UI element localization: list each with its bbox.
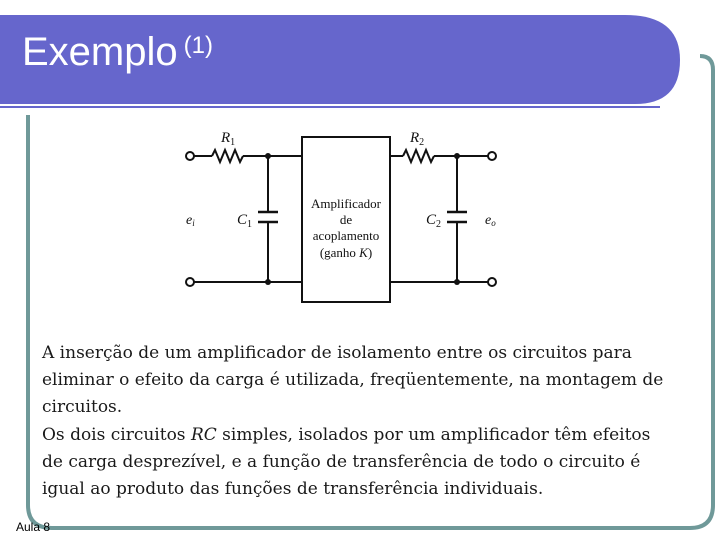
amplifier-label-line1: Amplificador	[310, 196, 382, 211]
junction-dot	[265, 153, 271, 159]
junction-dot	[265, 279, 271, 285]
label-r1: $R_1$	[221, 130, 236, 148]
input-terminal-top	[186, 152, 194, 160]
slide-title-superscript: (1)	[183, 32, 213, 59]
paragraph-rc-term: RC	[190, 425, 217, 445]
label-eo: eo	[485, 213, 496, 228]
junction-dot	[454, 279, 460, 285]
resistor-r1	[212, 150, 243, 162]
amplifier-label-line3: acoplamento	[312, 228, 380, 243]
amplifier-label-line2: de	[339, 212, 353, 227]
label-c2: $C_2$	[426, 212, 442, 230]
amplifier-label-line4: (ganho K)	[319, 245, 373, 260]
label-c1: $C_1$	[237, 212, 253, 230]
label-ei: ei	[186, 213, 195, 228]
paragraph-rc-prefix: Os dois circuitos	[42, 425, 191, 445]
junction-dot	[454, 153, 460, 159]
label-r2: $R_2$	[410, 130, 425, 148]
slide-title-text: Exemplo	[22, 30, 178, 74]
input-terminal-bottom	[186, 278, 194, 286]
output-terminal-top	[488, 152, 496, 160]
paragraph-rc-circuits	[42, 422, 672, 503]
paragraph-isolation: A inserção de um amplificador de isolamento entre os circuitos para eliminar o efeito da carga é utilizada, freqüentemente, na montagem de circuitos.	[42, 343, 664, 417]
slide-footer: Aula 8	[16, 520, 51, 534]
paragraph-rc-suffix: simples, isolados por um amplificador têm efeitos de carga desprezível, e a função de transferência de todo o circuito é igual ao produto das funções de transferência individuais.	[42, 425, 651, 499]
output-terminal-bottom	[488, 278, 496, 286]
resistor-r2	[403, 150, 434, 162]
